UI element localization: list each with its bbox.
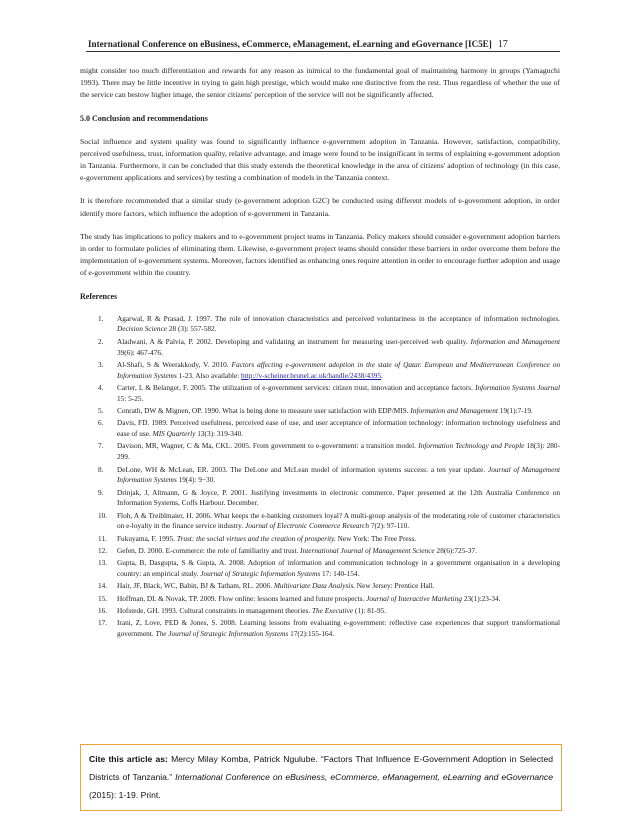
reference-details: 18(3): 280-299. <box>117 441 560 462</box>
reference-text <box>117 488 560 510</box>
reference-number: 11. <box>98 533 107 543</box>
reference-item <box>98 418 560 440</box>
reference-body: Conrath, DW & Mignen, OP. 1990. What is being done to measure user satisfaction with EDP/MIS. <box>117 406 411 416</box>
reference-source: International Journal of Management Science <box>300 546 435 556</box>
reference-item <box>98 594 560 605</box>
reference-details: 1-23. Also available: <box>176 370 242 380</box>
reference-text <box>117 383 560 405</box>
reference-source: Factors affecting e-government adoption in the state of Qatar. European and Mediterranean Conference on Information Systems <box>117 359 560 380</box>
citation-authors-title: Mercy Milay Komba, Patrick Ngulube. “Factors That Influence E-Government Adoption in Selected Districts of Tanzania.” <box>89 754 554 782</box>
reference-body: Aladwani, A & Palvia, P. 2002. Developing and validating an instrument for measuring user-perceived web quality. <box>117 336 471 346</box>
reference-source: Information and Management <box>470 336 560 346</box>
reference-source: MIS Quarterly <box>152 429 196 439</box>
reference-item <box>98 465 560 487</box>
reference-body: DeLone, WH & McLean, ER. 2003. The DeLone and McLean model of information systems success: a ten year update. <box>117 464 488 474</box>
reference-number: 1. <box>98 313 104 323</box>
citation-label: Cite this article as: <box>89 754 168 764</box>
references-heading: References <box>80 291 118 301</box>
reference-number: 9. <box>98 487 104 497</box>
reference-number: 2. <box>98 336 104 346</box>
reference-source: The Journal of Strategic Information Systems <box>155 629 289 639</box>
reference-text <box>117 534 560 545</box>
paragraph-conclusion: Social influence and system quality was found to significantly influence e-government adoption in Tanzania. However, satisfaction, compatibility, perceived usefulness, trust, information quality, relative advantage, and image were found to be insignificant in terms of explaining e-government adoption in Tanzania. Furthermore, it can be concluded that this study extends the theoretical knowledge in the area of citizens' adoption of technology (in this case, e-government applications and services) by testing a combination of models in the Tanzania context. <box>80 136 560 183</box>
reference-details: 28(6):725-37. <box>434 546 477 556</box>
reference-punctuation: . <box>381 370 383 380</box>
reference-number: 16. <box>98 606 108 616</box>
reference-details: 23(1):23-34. <box>462 593 501 603</box>
reference-body: Hofstede, GH. 1993. Cultural constraints in management theories. <box>117 606 312 616</box>
reference-item <box>98 534 560 545</box>
citation-venue: International Conference on eBusiness, eCommerce, eManagement, eLearning and eGovernance <box>175 772 553 782</box>
reference-number: 8. <box>98 464 104 474</box>
reference-details: (1): 81-95. <box>353 606 387 616</box>
reference-item <box>98 606 560 617</box>
reference-source: Journal of Electronic Commerce Research <box>245 521 370 531</box>
reference-source: Information and Management <box>410 406 498 416</box>
conference-title: International Conference on eBusiness, eCommerce, eManagement, eLearning and eGovernance [IC5E] <box>88 39 492 49</box>
reference-body: Hoffman, DL & Novak, TP. 2009. Flow online: lessons learned and future prospects. <box>117 593 367 603</box>
reference-body: Gupta, B, Dasgupta, S & Gupta, A. 2008. Adoption of information and communication technology in a government organisation in a developing country: an empirical study. <box>117 558 560 579</box>
reference-link[interactable]: http://v-scheiner.brunel.ac.uk/handle/2438/4395 <box>241 370 382 380</box>
reference-source: Decision Science <box>117 324 168 334</box>
reference-list <box>98 314 560 640</box>
reference-details: 15: 5-25. <box>117 393 144 403</box>
reference-number: 13. <box>98 558 108 568</box>
reference-details: 19(1):7-19. <box>497 406 533 416</box>
reference-item <box>98 314 560 336</box>
reference-number: 6. <box>98 418 104 428</box>
reference-details: 39(6): 467-476. <box>117 347 163 357</box>
reference-source: Journal of Interactive Marketing <box>366 593 462 603</box>
reference-source: Trust: the social virtues and the creation of prosperity. <box>176 533 336 543</box>
reference-number: 17. <box>98 618 108 628</box>
reference-body: Al-Shafi, S & Weerakkody, V. 2010. <box>117 359 232 369</box>
reference-body: Davison, MR, Wagner, C & Ma, CKL. 2005. From government to e-government: a transition model. <box>117 441 419 451</box>
reference-body: Gefen, D. 2000. E-commerce: the role of familiarity and trust. <box>117 546 301 556</box>
reference-item <box>98 581 560 592</box>
reference-source: Journal of Management Information Systems <box>117 464 560 485</box>
reference-item <box>98 618 560 640</box>
reference-details: 7(2): 97-110. <box>369 521 410 531</box>
reference-text <box>117 606 560 617</box>
reference-body: Fukuyama, F. 1995. <box>117 533 177 543</box>
reference-item <box>98 441 560 463</box>
reference-number: 5. <box>98 406 104 416</box>
reference-details: New York: The Free Press. <box>335 533 417 543</box>
reference-text <box>117 337 560 359</box>
reference-source: Journal of Strategic Information Systems <box>200 569 321 579</box>
reference-body: Hair, JF, Black, WC, Babin, BJ & Tatham, RL. 2006. <box>117 581 274 591</box>
reference-item <box>98 546 560 557</box>
reference-text <box>117 546 560 557</box>
reference-number: 3. <box>98 359 104 369</box>
reference-text <box>117 581 560 592</box>
reference-item <box>98 337 560 359</box>
reference-number: 12. <box>98 546 108 556</box>
reference-text <box>117 594 560 605</box>
main-content <box>80 65 560 641</box>
reference-details: 17(2):155-164. <box>288 629 335 639</box>
reference-item <box>98 383 560 405</box>
reference-text <box>117 314 560 336</box>
reference-text <box>117 360 560 382</box>
reference-details: New Jersey: Prentice Hall. <box>354 581 435 591</box>
reference-text <box>117 558 560 580</box>
reference-body: Carter, L & Belanger, F. 2005. The utilization of e-government services: citizen trust, innovation and acceptance factors. <box>117 382 476 392</box>
paragraph-recommendation: It is therefore recommended that a similar study (e-government adoption G2C) be conducted using different models of e-government adoption, in order identify more factors, which influence the adoption of e-government in Tanzania. <box>80 196 560 218</box>
reference-number: 7. <box>98 441 104 451</box>
reference-item <box>98 488 560 510</box>
reference-number: 15. <box>98 593 108 603</box>
citation-tail: (2015): 1-19. Print. <box>89 790 161 800</box>
reference-item <box>98 558 560 580</box>
reference-item <box>98 360 560 382</box>
reference-text <box>117 406 560 417</box>
reference-details: 13(3): 319-340. <box>195 429 244 439</box>
reference-details: 28 (3): 557-582. <box>167 324 217 334</box>
reference-item <box>98 511 560 533</box>
reference-body: Irani, Z, Love, PED & Jones, S. 2008. Learning lessons from evaluating e-government: reflective case experiences that support transformational government. <box>117 618 560 639</box>
header-divider <box>86 51 560 52</box>
reference-number: 10. <box>98 510 108 520</box>
reference-body: Floh, A & Treiblmaier, H. 2006. What keeps the e-banking customers loyal? A multi-group analysis of the moderating role of customer characteristics on e-loyalty in the finance service industry. <box>117 510 560 531</box>
reference-body: Agarwal, R & Prasad, J. 1997. The role of innovation characteristics and perceived voluntariness in the acceptance of information technologies. <box>117 313 560 323</box>
reference-details: 19(4): 9−30. <box>176 475 216 485</box>
running-header <box>88 39 558 50</box>
reference-body: Davis, FD. 1989. Perceived usefulness, perceived ease of use, and user acceptance of information technology: information technology usefulness and ease of use. <box>117 418 560 439</box>
reference-source: The Executive <box>311 606 354 616</box>
reference-number: 14. <box>98 581 108 591</box>
paragraph-intro: might consider too much differentiation and rewards for any reason as inimical to the fundamental goal of maintaining harmony in groups (Yamaguchi 1993). There may be little incentive in trying to gain high prestige, which would make one distinctive from the rest. Thus regardless of whether the use of the service can bestow higher image, the senior citizens' perception of the service will not be significantly affected. <box>80 66 560 100</box>
reference-text <box>117 441 560 463</box>
paragraph-policy: The study has implications to policy makers and to e-government project teams in Tanzania. Policy makers should consider e-government adoption barriers in order to formulate policies of eliminating them. Likewise, e-government project teams should consider these barriers in order overcome them before the implementation of e-government systems. Moreover, factors identified as enhancing ones require attention in order to encourage further adoption and usage of e-government within the country. <box>80 231 560 278</box>
reference-source: Information Technology and People <box>418 441 525 451</box>
reference-source: Information Systems Journal <box>475 382 560 392</box>
reference-number: 4. <box>98 382 104 392</box>
reference-source: Multivariate Data Analysis. <box>273 581 355 591</box>
section-heading-conclusion: 5.0 Conclusion and recommendations <box>80 113 208 123</box>
reference-text <box>117 418 560 440</box>
reference-item <box>98 406 560 417</box>
reference-details: 17: 140-154. <box>320 569 360 579</box>
reference-text <box>117 618 560 640</box>
reference-body: Drinjak, J, Altmann, G & Joyce, P. 2001. Justifying investments in electronic commerce. Paper presented at the 12th Australia Conference on Information Systems, Coffs Harbour. December. <box>117 487 560 508</box>
reference-text <box>117 465 560 487</box>
page-number: 17 <box>497 39 508 50</box>
citation-box <box>80 744 562 811</box>
reference-text <box>117 511 560 533</box>
